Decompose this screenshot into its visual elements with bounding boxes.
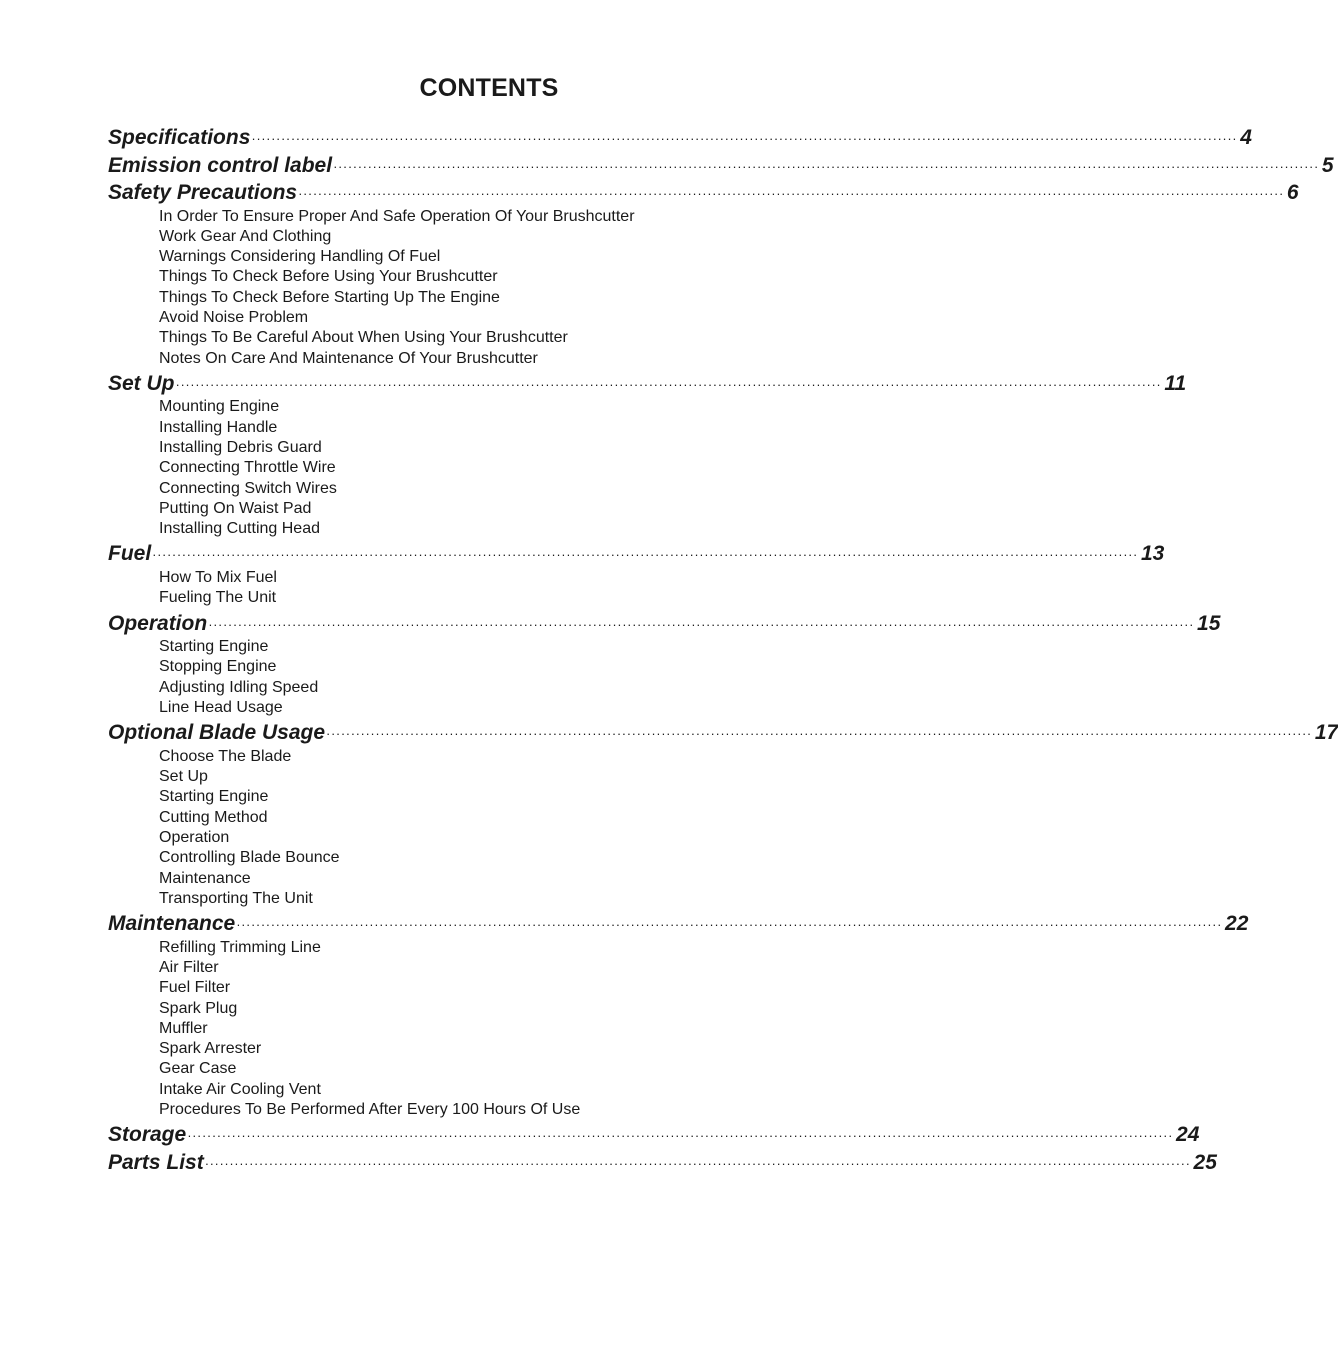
subsection-item[interactable]: Air Filter: [159, 958, 219, 976]
section-title: Fuel: [108, 542, 152, 566]
dot-leader: ········································································································································································································: [152, 547, 1138, 563]
page-number: 6: [1286, 181, 1299, 204]
subsection-item[interactable]: Connecting Throttle Wire: [159, 459, 336, 477]
subsection-item[interactable]: How To Mix Fuel: [159, 568, 277, 586]
subsection-item[interactable]: Things To Check Before Starting Up The Engine: [159, 288, 500, 306]
subsection-item[interactable]: Muffler: [159, 1019, 208, 1037]
subsection-item[interactable]: Putting On Waist Pad: [159, 499, 312, 517]
dot-leader: ········································································································································································································: [175, 376, 1162, 392]
section-title: Maintenance: [108, 912, 236, 936]
page-title: CONTENTS: [419, 74, 559, 102]
subsection-item[interactable]: Refilling Trimming Line: [159, 938, 321, 956]
subsection-item[interactable]: Stopping Engine: [159, 658, 277, 676]
subsection-item[interactable]: Things To Check Before Using Your Brushcutter: [159, 268, 498, 286]
subsection-item[interactable]: Adjusting Idling Speed: [159, 678, 319, 696]
subsection-item[interactable]: Choose The Blade: [159, 747, 292, 765]
page-number: 25: [1193, 1150, 1217, 1174]
toc-section: [108, 1121, 1200, 1149]
subsection-item[interactable]: Installing Handle: [159, 418, 278, 436]
toc-section: [108, 1149, 1217, 1177]
toc-section-entry[interactable]: [108, 1121, 1200, 1149]
section-title: Safety Precautions: [108, 181, 298, 204]
dot-leader: ········································································································································································································: [298, 186, 1284, 201]
subsection-item[interactable]: Warnings Considering Handling Of Fuel: [159, 248, 441, 266]
subsection-list: [108, 637, 862, 718]
dot-leader: ········································································································································································································: [208, 616, 1195, 632]
subsection-item[interactable]: Installing Cutting Head: [159, 520, 320, 538]
toc-section: [108, 124, 1252, 152]
section-title: Emission control label: [108, 153, 333, 177]
dot-leader: ········································································································································································································: [204, 1155, 1191, 1171]
subsection-item[interactable]: Spark Arrester: [159, 1040, 262, 1058]
table-of-contents: [108, 124, 1338, 1176]
subsection-item[interactable]: Transporting The Unit: [159, 889, 313, 907]
toc-section-entry[interactable]: [108, 179, 1299, 207]
subsection-list: [108, 568, 862, 609]
subsection-item[interactable]: Installing Debris Guard: [159, 438, 322, 456]
subsection-item[interactable]: Line Head Usage: [159, 698, 283, 716]
toc-section-entry[interactable]: [108, 152, 1334, 180]
section-title: Operation: [108, 611, 208, 635]
subsection-item[interactable]: Spark Plug: [159, 999, 238, 1017]
section-title: Parts List: [108, 1150, 204, 1174]
dot-leader: ········································································································································································································: [236, 917, 1223, 933]
toc-section-entry[interactable]: [108, 1149, 1217, 1177]
toc-section-entry[interactable]: [108, 540, 1165, 568]
toc-section: [108, 179, 1299, 369]
subsection-item[interactable]: Starting Engine: [159, 638, 269, 656]
subsection-item[interactable]: Fueling The Unit: [159, 589, 277, 607]
toc-section: [108, 152, 1334, 180]
subsection-item[interactable]: Controlling Blade Bounce: [159, 849, 340, 867]
toc-section-entry[interactable]: [108, 910, 1249, 938]
page-number: 17: [1314, 721, 1338, 745]
page-number: 11: [1164, 371, 1187, 395]
subsection-list: [108, 747, 862, 909]
subsection-item[interactable]: Fuel Filter: [159, 979, 231, 997]
dot-leader: ········································································································································································································: [326, 726, 1312, 742]
subsection-item[interactable]: Mounting Engine: [159, 398, 280, 416]
subsection-item[interactable]: Set Up: [159, 768, 208, 786]
toc-section-entry[interactable]: [108, 719, 1338, 747]
subsection-item[interactable]: In Order To Ensure Proper And Safe Operation Of Your Brushcutter: [159, 207, 635, 225]
subsection-item[interactable]: Cutting Method: [159, 808, 268, 826]
subsection-list: [108, 938, 862, 1121]
section-title: Set Up: [108, 371, 175, 395]
subsection-list: [108, 397, 862, 539]
subsection-item[interactable]: Notes On Care And Maintenance Of Your Brushcutter: [159, 349, 538, 367]
subsection-item[interactable]: Intake Air Cooling Vent: [159, 1080, 321, 1098]
dot-leader: ········································································································································································································: [333, 158, 1319, 174]
subsection-list: [108, 207, 862, 369]
subsection-item[interactable]: Starting Engine: [159, 788, 269, 806]
page-number: 15: [1197, 611, 1221, 635]
toc-section: [108, 370, 1187, 540]
toc-section-entry[interactable]: [108, 124, 1252, 152]
subsection-item[interactable]: Work Gear And Clothing: [159, 227, 332, 245]
subsection-item[interactable]: Gear Case: [159, 1060, 237, 1078]
subsection-item[interactable]: Maintenance: [159, 869, 251, 887]
toc-section-entry[interactable]: [108, 610, 1221, 638]
toc-section: [108, 910, 1249, 1120]
subsection-item[interactable]: Things To Be Careful About When Using Your Brushcutter: [159, 329, 568, 347]
page-number: 13: [1141, 542, 1165, 566]
section-title: Optional Blade Usage: [108, 721, 326, 745]
subsection-item[interactable]: Operation: [159, 828, 230, 846]
section-title: Storage: [108, 1123, 187, 1147]
page-number: 5: [1321, 153, 1334, 177]
section-title: Specifications: [108, 126, 251, 149]
page-number: 4: [1240, 126, 1252, 149]
subsection-item[interactable]: Connecting Switch Wires: [159, 479, 337, 497]
dot-leader: ········································································································································································································: [251, 131, 1238, 146]
page-number: 22: [1225, 912, 1249, 936]
dot-leader: ········································································································································································································: [187, 1128, 1174, 1144]
toc-section-entry[interactable]: [108, 370, 1187, 398]
subsection-item[interactable]: Avoid Noise Problem: [159, 308, 309, 326]
toc-section: [108, 610, 1221, 719]
toc-section: [108, 719, 1338, 909]
subsection-item[interactable]: Procedures To Be Performed After Every 100 Hours Of Use: [159, 1100, 581, 1118]
toc-section: [108, 540, 1165, 608]
page-number: 24: [1176, 1123, 1200, 1147]
